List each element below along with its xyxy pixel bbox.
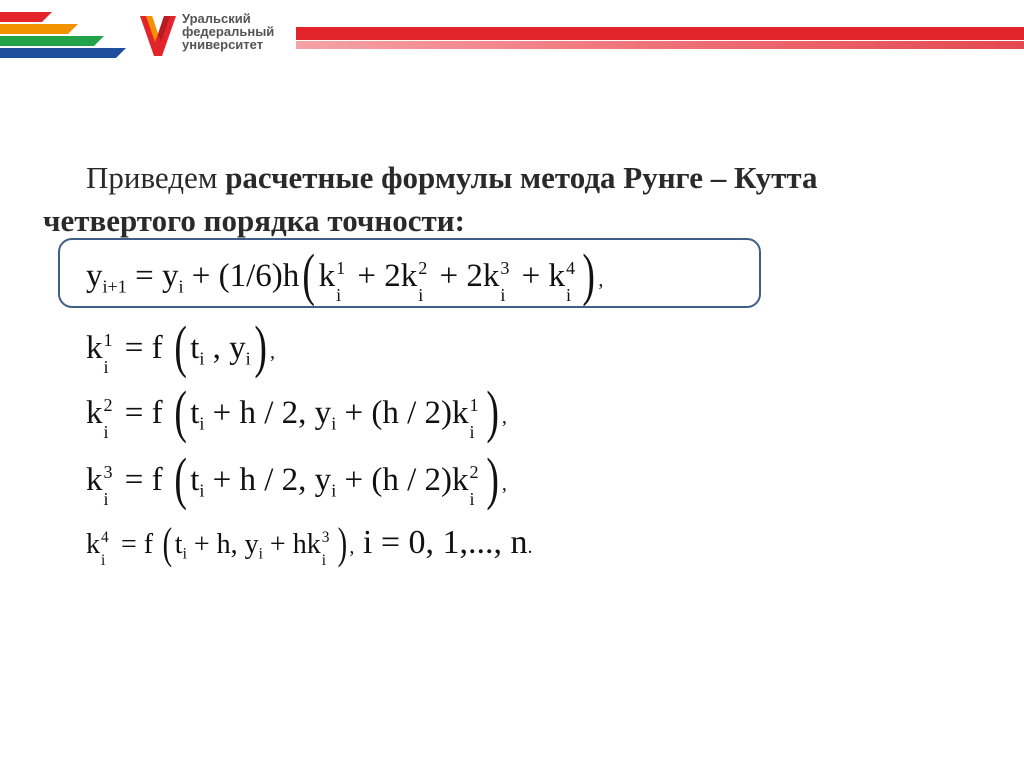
intro-plain: Приведем [86,160,226,195]
y-sub: i [178,276,184,297]
right-paren: ) [582,242,595,307]
index-range: i = 0, 1,..., n [354,524,528,561]
formula-k3: k 3 i = f ( $t_i + h / 2$, $y_i + (h / 2)k$ 2 i ) , [86,446,507,511]
k4-index: 4 i [565,257,576,306]
coef: + (1/6)h [183,258,300,294]
plus-2k-b: + 2k [431,258,500,294]
formula-k1: k 1 i = f ( $t_i$ , $y_i$) , [86,314,276,379]
logo-line-3: университет [182,37,264,52]
k2-index: 2 i [418,257,428,306]
logo-line-2: федеральный [182,24,275,39]
k1-index: 1 i [336,257,346,306]
k-term: k [318,258,336,294]
lhs-y: y [86,258,103,294]
left-paren: ( [302,242,316,307]
plus-k: + k [513,258,565,294]
intro-bold-line1: расчетные формулы метода Рунге – Кутта [225,160,818,195]
k3-index: 3 i [500,257,510,306]
plus-2k-a: + 2k [349,258,418,294]
main-formula [86,242,604,307]
lhs-sub: i+1 [102,276,127,297]
logo-line-1: Уральский [182,11,251,26]
eq-y: = y [126,258,179,294]
formula-k4: k 4 i = f ($t_i + h$, $y_i$ + hk 3 i ) , i = 0, 1,..., n. [86,519,533,570]
trail-comma: , [598,269,604,291]
formula-k2: k 2 i = f ( $t_i + h / 2$, $y_i + (h / 2)k$ 1 i ) , [86,379,507,444]
intro-bold-line2: четвертого порядка точности: [43,203,465,238]
